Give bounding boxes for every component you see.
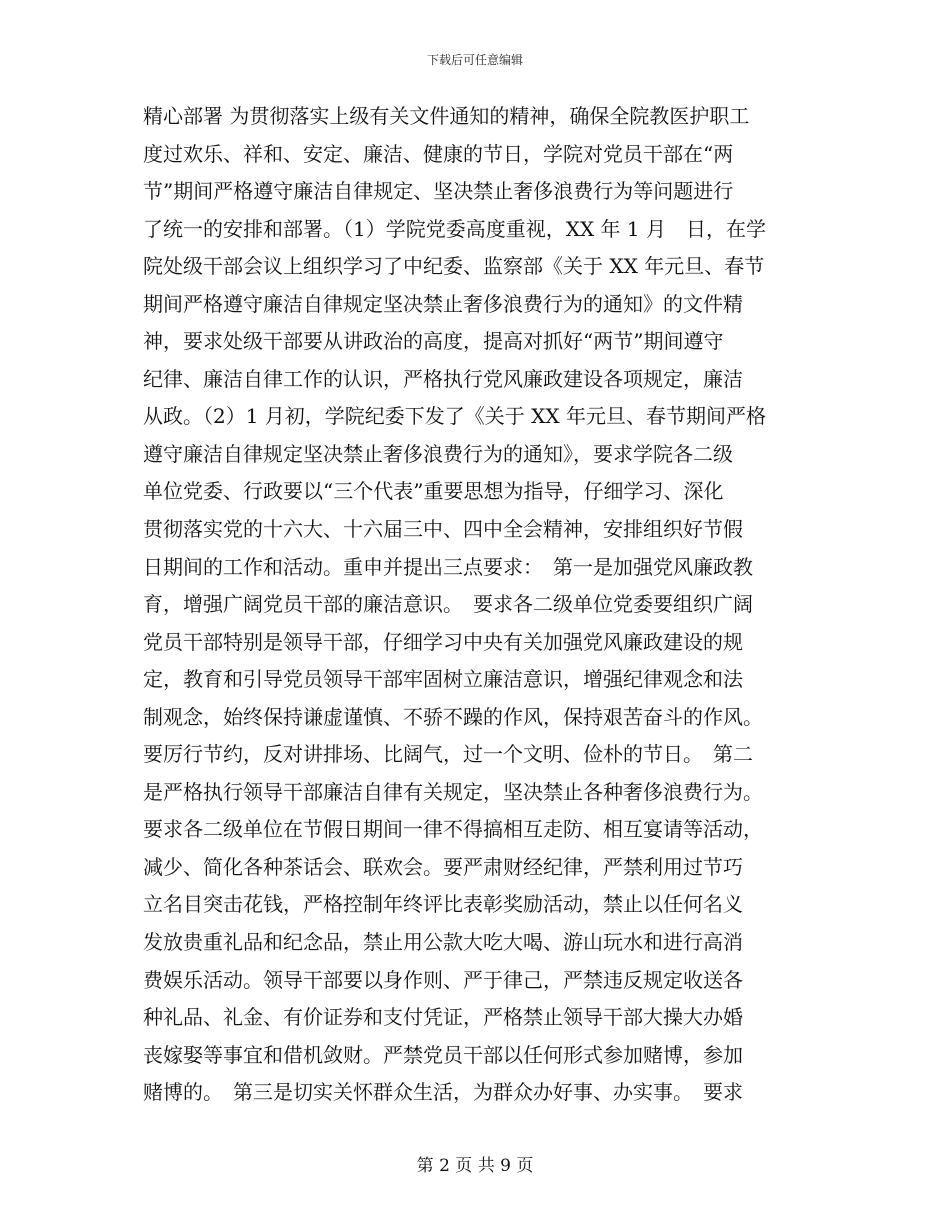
- document-body: [143, 98, 807, 1112]
- body-line: 院处级干部会议上组织学习了中纪委、监察部《关于 XX 年元旦、春节: [143, 254, 765, 279]
- body-line: 是严格执行领导干部廉洁自律有关规定，坚决禁止各种奢侈浪费行为。: [143, 779, 763, 804]
- body-line: 精心部署 为贯彻落实上级有关文件通知的精神，确保全院教医护职工: [143, 104, 750, 128]
- body-line: 种礼品、礼金、有价证券和支付凭证，严格禁止领导干部大操大办婚: [143, 1005, 743, 1030]
- body-line: 减少、简化各种茶话会、联欢会。要严肃财经纪律，严禁利用过节巧: [143, 854, 743, 879]
- body-line: 丧嫁娶等事宜和借机敛财。严禁党员干部以任何形式参加赌博，参加: [143, 1042, 743, 1067]
- page-footer: 第 2 页 共 9 页: [416, 1156, 534, 1176]
- body-line: 从政。（2）1 月初，学院纪委下发了《关于 XX 年元旦、春节期间严格: [143, 404, 766, 429]
- body-line: 费娱乐活动。领导干部要以身作则、严于律己，严禁违反规定收送各: [143, 967, 743, 992]
- body-line: 遵守廉洁自律规定坚决禁止奢侈浪费行为的通知》，要求学院各二级: [143, 441, 733, 466]
- body-line: 制观念，始终保持谦虚谨慎、不骄不躁的作风，保持艰苦奋斗的作风。: [143, 704, 763, 729]
- body-line: 纪律、廉洁自律工作的认识，严格执行党风廉政建设各项规定，廉洁: [143, 366, 743, 391]
- body-line: 日期间的工作和活动。重申并提出三点要求： 第一是加强党风廉政教: [143, 554, 753, 579]
- body-line: 要厉行节约，反对讲排场、比阔气，过一个文明、俭朴的节日。 第二: [143, 742, 753, 767]
- body-line: 度过欢乐、祥和、安定、廉洁、健康的节日，学院对党员干部在“两: [143, 141, 734, 166]
- body-line: 立名目突击花钱，严格控制年终评比表彰奖励活动，禁止以任何名义: [143, 892, 743, 917]
- body-line: 要求各二级单位在节假日期间一律不得搞相互走防、相互宴请等活动，: [143, 817, 763, 842]
- body-line: 定，教育和引导党员领导干部牢固树立廉洁意识，增强纪律观念和法: [143, 667, 743, 692]
- body-line: 党员干部特别是领导干部，仔细学习中央有关加强党风廉政建设的规: [143, 629, 743, 654]
- body-line: 了统一的安排和部署。（1）学院党委高度重视，XX 年 1 月 日，在学: [143, 216, 766, 241]
- body-line: 期间严格遵守廉洁自律规定坚决禁止奢侈浪费行为的通知》的文件精: [143, 291, 743, 316]
- body-line: 赌博的。 第三是切实关怀群众生活，为群众办好事、办实事。 要求: [143, 1080, 743, 1105]
- body-line: 发放贵重礼品和纪念品，禁止用公款大吃大喝、游山玩水和进行高消: [143, 930, 743, 955]
- body-line: 贯彻落实党的十六大、十六届三中、四中全会精神，安排组织好节假: [143, 517, 743, 542]
- body-line: 单位党委、行政要以“三个代表”重要思想为指导，仔细学习、深化: [143, 479, 724, 504]
- page-header: 下载后可任意编辑: [426, 53, 523, 67]
- body-line: 节”期间严格遵守廉洁自律规定、坚决禁止奢侈浪费行为等问题进行: [143, 179, 734, 204]
- body-line: 育，增强广阔党员干部的廉洁意识。 要求各二级单位党委要组织广阔: [143, 592, 753, 617]
- body-line: 神，要求处级干部要从讲政治的高度，提高对抓好“两节”期间遵守: [143, 329, 724, 354]
